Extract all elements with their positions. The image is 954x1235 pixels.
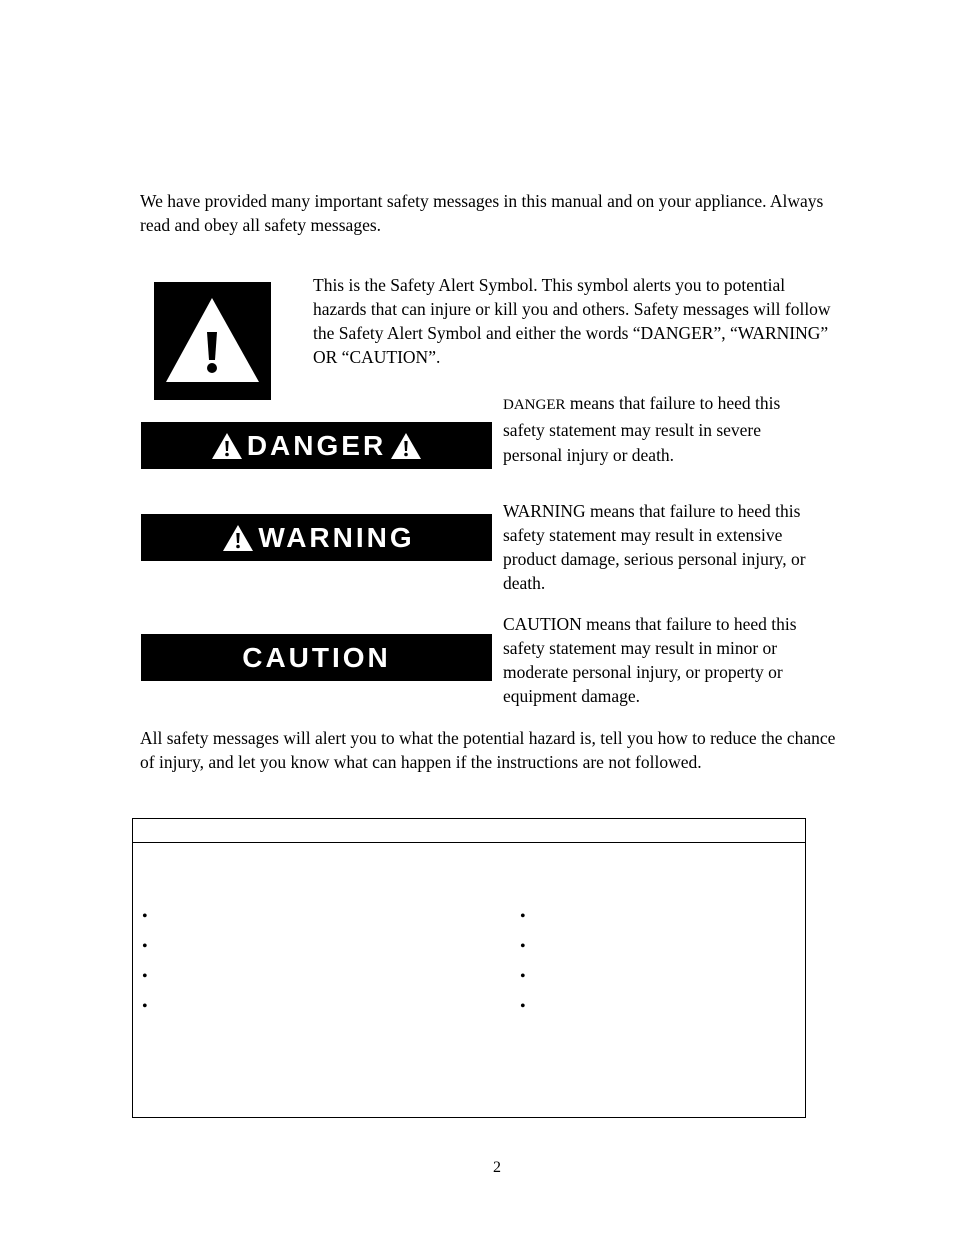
danger-banner-label: DANGER: [246, 429, 387, 461]
bullet-list-right: [520, 905, 526, 1025]
caution-description: CAUTION means that failure to heed this safety statement may result in minor or moderate personal injury, or property or equipment damage.: [503, 614, 797, 706]
summary-paragraph: All safety messages will alert you to what the potential hazard is, tell you how to reduce the chance of injury, and let you know what can happen if the instructions are not followed.: [140, 728, 836, 772]
bullet-list-left: [142, 905, 148, 1025]
warning-description: WARNING means that failure to heed this safety statement may result in extensive product damage, serious personal injury, or death.: [503, 501, 806, 593]
list-item: •: [142, 908, 148, 925]
box-header: [133, 819, 805, 843]
caution-banner: [141, 634, 492, 681]
warning-triangle-icon: [390, 432, 422, 460]
warning-triangle-icon: [222, 524, 254, 552]
list-item: •: [142, 968, 148, 985]
list-item: •: [520, 908, 526, 925]
list-item: •: [520, 998, 526, 1015]
warning-triangle-icon: [211, 432, 243, 460]
danger-description-text: means that failure to heed this safety statement may result in severe personal injury or death.: [503, 393, 781, 465]
danger-description: [503, 391, 823, 468]
page-number: 2: [493, 1159, 501, 1176]
intro-paragraph: We have provided many important safety messages in this manual and on your appliance. Always read and obey all safety messages.: [140, 191, 824, 235]
safety-alert-description: This is the Safety Alert Symbol. This symbol alerts you to potential hazards that can injure or kill you and others. Safety messages will follow the Safety Alert Symbol and either the words “DANGER”, “WARNING” OR “CAUTION”.: [313, 275, 831, 367]
danger-keyword: DANGER: [503, 397, 566, 413]
warning-banner: [141, 514, 492, 561]
list-item: •: [520, 968, 526, 985]
danger-banner: [141, 422, 492, 469]
important-safety-box: [132, 818, 806, 1118]
list-item: •: [520, 938, 526, 955]
safety-alert-symbol-icon: [154, 282, 271, 400]
list-item: •: [142, 998, 148, 1015]
list-item: •: [142, 938, 148, 955]
warning-banner-label: WARNING: [258, 521, 415, 553]
caution-banner-label: CAUTION: [242, 641, 391, 673]
